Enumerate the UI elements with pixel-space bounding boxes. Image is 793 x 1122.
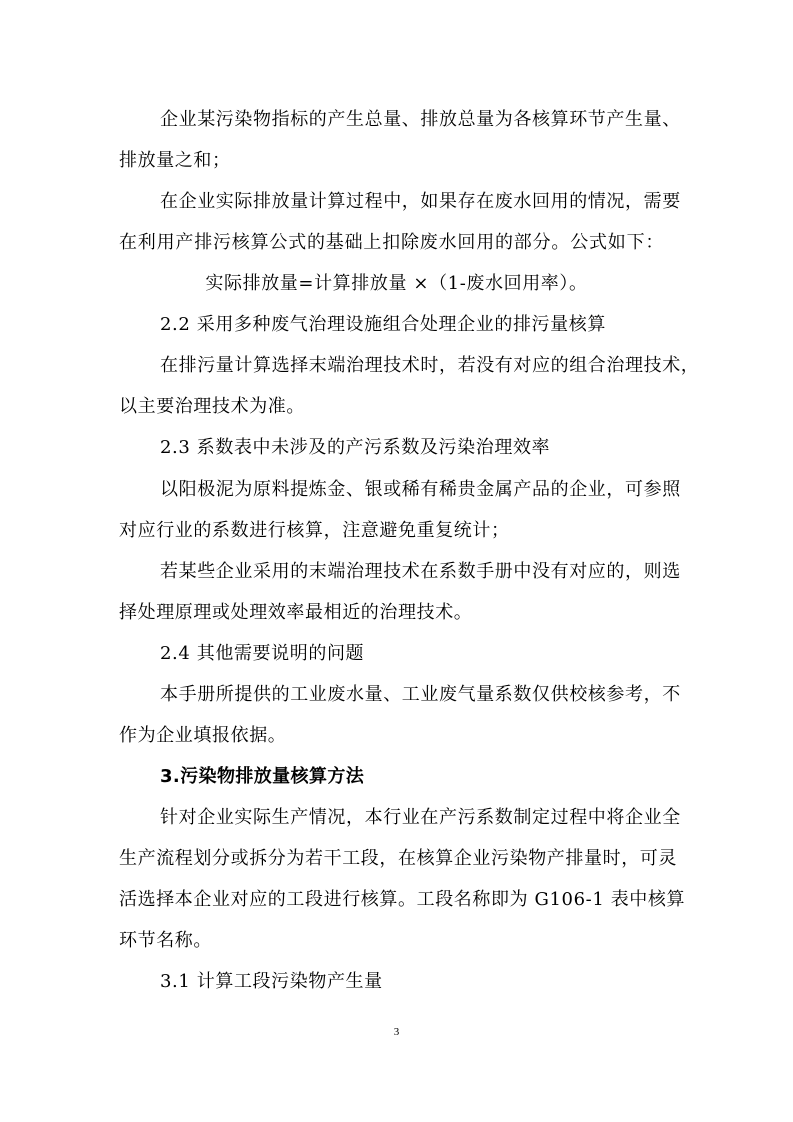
section-heading-3-1: 3.1 计算工段污染物产生量: [160, 971, 383, 992]
section-heading-2-2: 2.2 采用多种废气治理设施组合处理企业的排污量核算: [160, 314, 606, 335]
section-heading-3: 3.污染物排放量核算方法: [160, 766, 365, 787]
paragraph-line: 对应行业的系数进行核算，注意避免重复统计；: [119, 520, 510, 541]
section-heading-2-3: 2.3 系数表中未涉及的产污系数及污染治理效率: [160, 437, 551, 458]
paragraph-line: 以阳极泥为原料提炼金、银或稀有稀贵金属产品的企业，可参照: [160, 479, 681, 500]
paragraph-line: 在利用产排污核算公式的基础上扣除废水回用的部分。公式如下：: [119, 232, 664, 253]
paragraph-line: 针对企业实际生产情况，本行业在产污系数制定过程中将企业全: [160, 807, 681, 828]
paragraph-line: 择处理原理或处理效率最相近的治理技术。: [119, 602, 473, 623]
paragraph-line: 在企业实际排放量计算过程中，如果存在废水回用的情况，需要: [160, 191, 681, 212]
paragraph-line: 生产流程划分或拆分为若干工段，在核算企业污染物产排量时，可灵: [119, 848, 677, 869]
paragraph-line: 作为企业填报依据。: [119, 725, 287, 746]
paragraph-line: 若某些企业采用的末端治理技术在系数手册中没有对应的，则选: [160, 561, 681, 582]
paragraph-line: 排放量之和；: [119, 150, 231, 171]
section-heading-2-4: 2.4 其他需要说明的问题: [160, 643, 365, 664]
paragraph-line: 以主要治理技术为准。: [119, 396, 305, 417]
paragraph-line: 在排污量计算选择末端治理技术时，若没有对应的组合治理技术，: [160, 355, 700, 376]
page-number: 3: [393, 1026, 400, 1038]
formula-line: 实际排放量=计算排放量 ×（1-废水回用率）。: [205, 273, 588, 294]
paragraph-line: 环节名称。: [119, 930, 212, 951]
paragraph-line: 本手册所提供的工业废水量、工业废气量系数仅供校核参考，不: [160, 684, 681, 705]
paragraph-line: 企业某污染物指标的产生总量、排放总量为各核算环节产生量、: [160, 109, 681, 130]
paragraph-line: 活选择本企业对应的工段进行核算。工段名称即为 G106-1 表中核算: [119, 889, 686, 910]
